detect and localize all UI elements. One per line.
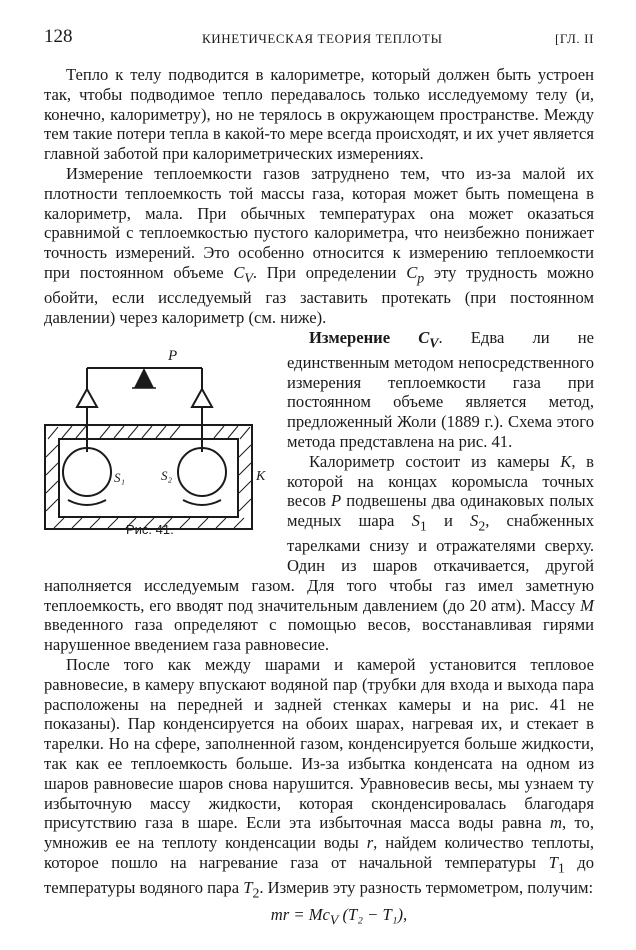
paragraph-4: Калориметр состоит из камеры K, в которой на концах коромысла точных весов P подвешены два одинаковых полых медных шара $S_1$ и $S_2$, снабженных тарелками снизу и отражателями сверху. Один из шаров откачивается, другой наполняется исследуемым газом. Для того чтобы газ имел заметную теплоемкость, его вводят под значительным давлением (до 20 атм). Массу M введенного газа определяют с помощью весов, восстанавливая гирями нарушенное введением газа равновесие. — [44, 451, 595, 655]
plate-left — [68, 500, 106, 505]
label-k: K — [256, 468, 266, 484]
wall-hatching — [46, 426, 251, 528]
page-header — [44, 26, 594, 52]
running-head: КИНЕТИЧЕСКАЯ ТЕОРИЯ ТЕПЛОТЫ — [202, 31, 443, 46]
label-s1: S₁ — [114, 469, 126, 485]
paragraph-5: После того как между шарами и камерой установится тепловое равновесие, в камеру впускают водяной пар (трубки для входа и выхода пара расположены на передней и задней стенках камеры и на рис. 41 не показаны). Пар конденсируется на обоих шарах, нагревая их, и стекает в тарелки. Но на сфере, заполненной газом, конденсируется больше жидкости, так как ее теплоемкость больше. Из-за избытка конденсата на одном из шаров равновесие шаров снова нарушится. Уравновесив весы, мы узнаем ту избыточную массу жидкости, которая сконденсировалась благодаря присутствию газа в шаре. Если эта избыточная масса воды равна m, то, умножив ее на теплоту конденсации воды r, найдем количество теплоты, которое пошло на нагревание газа от начальной температуры $T_1$ до температуры водяного пара $T_2$. Измерив эту разность термометром, получим: — [44, 655, 595, 901]
chamber-outer — [45, 425, 252, 529]
fulcrum — [134, 368, 154, 388]
label-p: P — [168, 347, 178, 364]
page-number: 128 — [44, 26, 73, 47]
paragraph-3: Измерение $C_V$. Едва ли не единственным методом непосредственного измерения теплоемкости газа при постоянном объеме является метод, предложенный Жоли (1889 г.). Схема этого метода представлена на рис. 41. — [287, 327, 594, 451]
figure-caption: Рис. 41. — [126, 521, 174, 537]
formula: mr = $Mc_V$ (T₂ − T₁), — [270, 905, 408, 928]
label-s2: S₂ — [161, 467, 173, 483]
sphere-s1 — [63, 448, 111, 496]
chapter-reference: [ГЛ. II — [554, 31, 594, 46]
reflector-right — [192, 389, 212, 407]
figure-41 — [44, 332, 287, 570]
reflector-left — [77, 389, 97, 407]
cp-symbol: C — [406, 262, 418, 282]
paragraph-1: Тепло к телу подводится в калориметре, который должен быть устроен так, чтобы подводимое тепло передавалось только исследуемому телу (и, конечно, калориметру), но не терялось в окружающем пространстве. Между тем такие потери тепла в какой-то мере всегда происходят, и их учет является главной заботой при калориметрических измерениях. — [44, 65, 594, 164]
cv-symbol: C — [233, 262, 245, 282]
paragraph-2: Измерение теплоемкости газов затруднено тем, что из-за малой их плотности теплоемкость той массы газа, которая может быть помещена в калориметр, мала. При обычных температурах она может оказаться сравнимой с теплоемкостью пустого калориметра, что неизбежно понижает точность измерений. Это особенно относится к измерению теплоемкости при постоянном объеме $C_V$. При определении $C_p$ эту трудность можно обойти, если исследуемый газ заставить протекать (при постоянном давлении) через калориметр (см. ниже). — [44, 163, 594, 327]
sphere-s2 — [178, 448, 226, 496]
plate-right — [183, 500, 221, 505]
body-text — [44, 65, 594, 930]
